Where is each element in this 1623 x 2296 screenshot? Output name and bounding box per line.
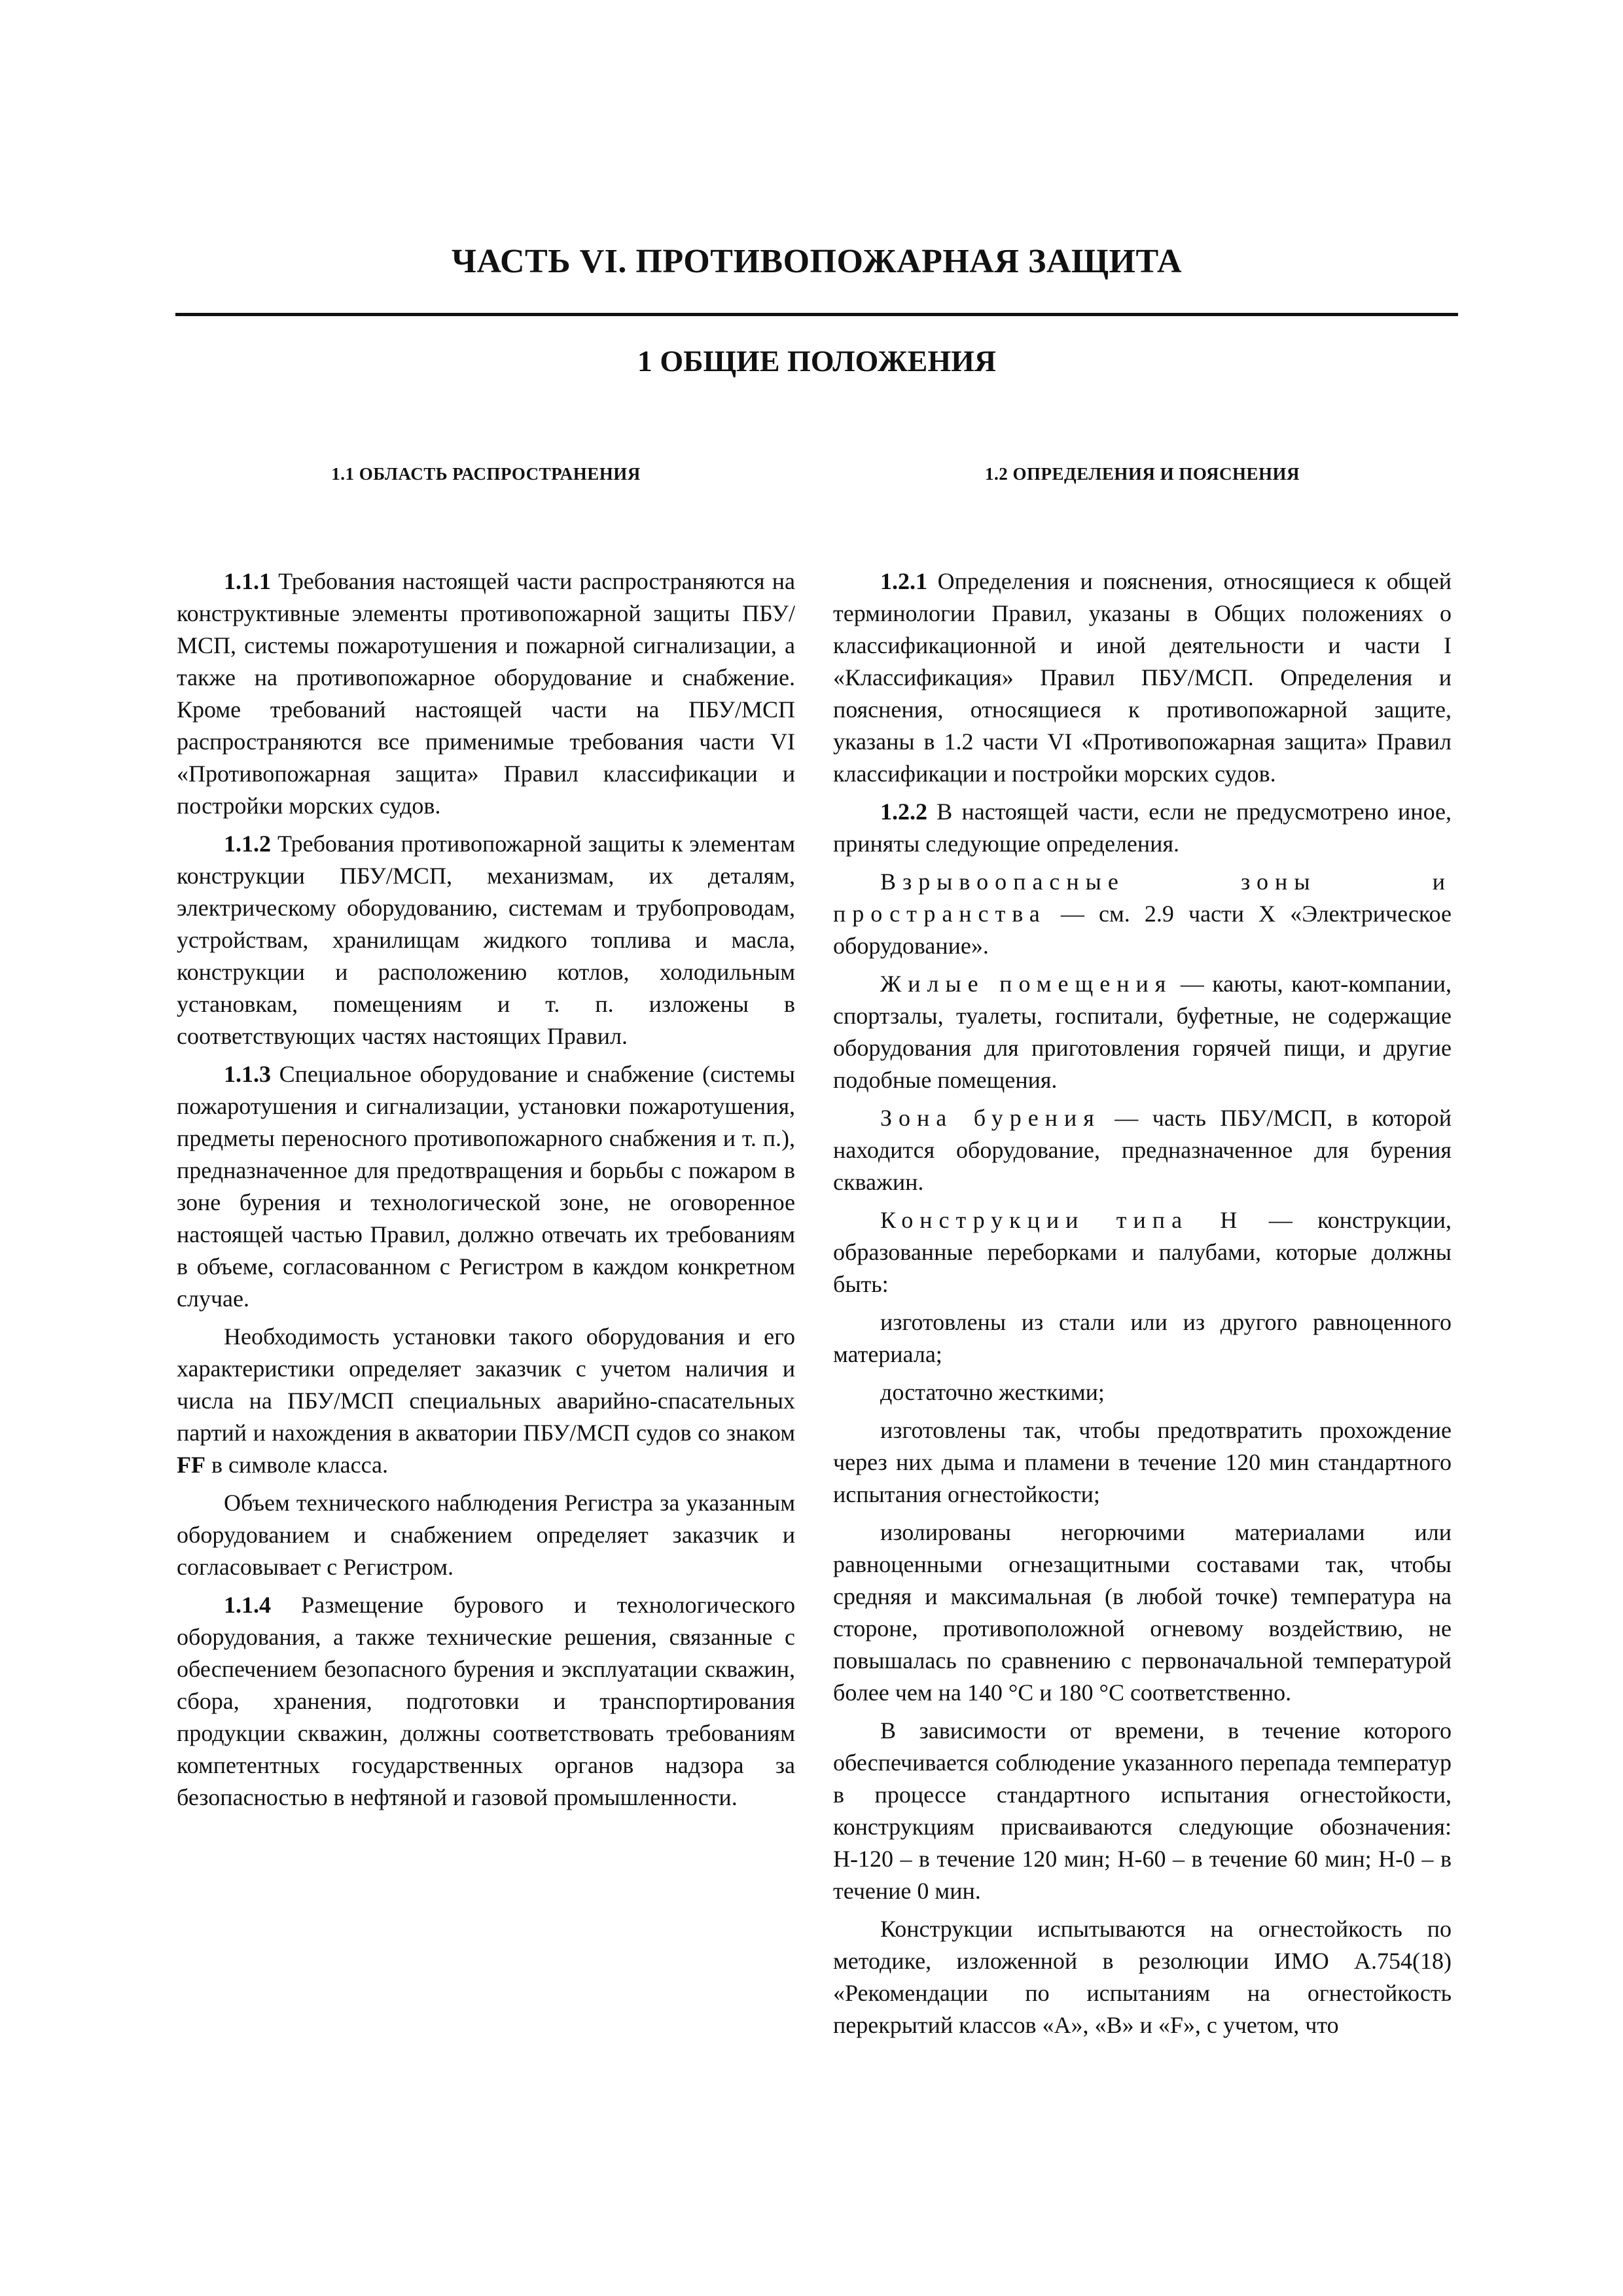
paragraph-h-designations: В зависимости от времени, в течение которого обеспечивается соблюдение указанного перепада температур в процессе стандартного испытания огнестойкости, конструкциям присваиваются следующие обозначения: Н-120 – в течение 120 мин; Н-60 – в течение 60 мин; Н-0 – в течение 0 мин. [833,1717,1452,1904]
paragraph-text: в символе класса. [205,1452,389,1478]
definition-drilling-zone [833,1102,1452,1198]
definition-h-class [833,1204,1452,1300]
list-item: изолированы негорючими материалами или равноценными огнезащитными составами так, чтобы средняя и максимальная (в любой точке) температура на стороне, противоположной огневому воздействию, не повышалась по сравнению с первоначальной температурой более чем на 140 °С и 180 °С соответственно. [833,1519,1452,1706]
paragraph-1-1-3 [177,1058,795,1315]
paragraph-number: 1.1.3 [224,1061,271,1087]
paragraph-number: 1.1.1 [224,568,271,594]
paragraph-text: В настоящей части, если не предусмотрено иное, приняты следующие определения. [833,798,1452,857]
definition-text: — см. 2.9 части X «Электрическое оборудование». [833,901,1452,959]
definition-text: — часть ПБУ/МСП, в которой находится оборудование, предназначенное для бурения скважин. [833,1105,1452,1195]
paragraph-1-2-2 [833,796,1452,860]
paragraph-text: Необходимость установки такого оборудования и его характеристики определяет заказчик с учетом наличия и числа на ПБУ/МСП специальных аварийно-спасательных партий и нахождения в акватории ПБУ/МСП судов со знаком [177,1323,795,1446]
paragraph-number: 1.2.1 [880,568,927,594]
paragraph-fire-test-method: Конструкции испытываются на огнестойкость по методике, изложенной в резолюции ИМО А.754(18) «Рекомендации по испытаниям на огнестойкость перекрытий классов «А», «В» и «F», с учетом, что [833,1916,1452,2038]
definition-hazardous-zones [833,866,1452,962]
paragraph-text: Определения и пояснения, относящиеся к общей терминологии Правил, указаны в Общих положениях о классификационной и иной деятельности и части I «Классификация» Правил ПБУ/МСП. Определения и пояснения, относящиеся к противопожарной защите, указаны в 1.2 части VI «Противопожарная защита» Правил классификации и постройки морских судов. [833,568,1452,787]
definition-term: Жилые помещения [880,971,1173,997]
paragraph-survey-scope [177,1487,795,1583]
part-title: ЧАСТЬ VI. ПРОТИВОПОЖАРНАЯ ЗАЩИТА [451,243,1183,280]
subsection-heading-1-2: 1.2 ОПРЕДЕЛЕНИЯ И ПОЯСНЕНИЯ [984,464,1300,484]
paragraph-text: Требования противопожарной защиты к элементам конструкции ПБУ/МСП, механизмам, их деталям, электрическому оборудованию, системам и трубопроводам, устройствам, хранилищам жидкого топлива и масла, конструкции и расположению котлов, холодильным установкам, помещениям и т. п. изложены в соответствующих частях настоящих Правил. [177,831,795,1049]
definition-text: — каюты, кают-компании, спортзалы, туалеты, госпитали, буфетные, не содержащие оборудования для приготовления горячей пищи, и другие подобные помещения. [833,971,1452,1093]
paragraph-number: 1.2.2 [880,798,927,825]
paragraph-1-1-1 [177,565,795,822]
left-column [177,458,795,1820]
section-title: 1 ОБЩИЕ ПОЛОЖЕНИЯ [637,344,997,378]
paragraph-text: Специальное оборудование и снабжение (системы пожаротушения и сигнализации, установки пожаротушения, предметы переносного противопожарного снабжения и т. п.), предназначенное для предотвращения и борьбы с пожаром в зоне бурения и технологической зоне, не оговоренное настоящей частью Правил, должно отвечать их требованиям в объеме, согласованном с Регистром в каждом конкретном случае. [177,1061,795,1312]
paragraph-text: Требования настоящей части распространяются на конструктивные элементы противопожарной защиты ПБУ/МСП, системы пожаротушения и пожарной сигнализации, а также на противопожарное оборудование и снабжение. Кроме требований настоящей части на ПБУ/МСП распространяются все применимые требования части VI «Противопожарная защита» Правил классификации и постройки морских судов. [177,568,795,819]
definition-accommodation [833,968,1452,1096]
definition-text: — конструкции, образованные переборками и палубами, которые должны быть: [833,1207,1452,1297]
list-item: изготовлены так, чтобы предотвратить прохождение через них дыма и пламени в течение 120 мин стандартного испытания огнестойкости; [833,1417,1452,1507]
definition-term: Взрывоопасные зоны и пространства [833,869,1452,927]
paragraph-1-1-4 [177,1589,795,1814]
paragraph-1-1-2 [177,828,795,1052]
list-item: изготовлены из стали или из другого равноценного материала; [833,1309,1452,1367]
paragraph-number: 1.1.4 [224,1592,271,1618]
title-rule [175,313,1458,316]
paragraph-text: Размещение бурового и технологического оборудования, а также технические решения, связанные с обеспечением безопасного бурения и эксплуатации скважин, сбора, хранения, подготовки и транспортирования продукции скважин, должны соответствовать требованиям компетентных государственных органов надзора за безопасностью в нефтяной и газовой промышленности. [177,1592,795,1810]
paragraph-1-2-1 [833,565,1452,790]
paragraph-equipment-need [177,1321,795,1481]
right-column [833,458,1452,2041]
paragraph-number: 1.1.2 [224,831,271,857]
subsection-heading-1-1: 1.1 ОБЛАСТЬ РАСПРОСТРАНЕНИЯ [331,464,641,484]
paragraph-text: Объем технического наблюдения Регистра за указанным оборудованием и снабжением определяет заказчик и согласовывает с Регистром. [177,1490,795,1580]
definition-term: Конструкции типа Н [880,1207,1244,1233]
list-item: достаточно жесткими; [880,1379,1105,1405]
definition-term: Зона бурения [880,1105,1101,1131]
class-mark-ff: FF [177,1452,205,1478]
